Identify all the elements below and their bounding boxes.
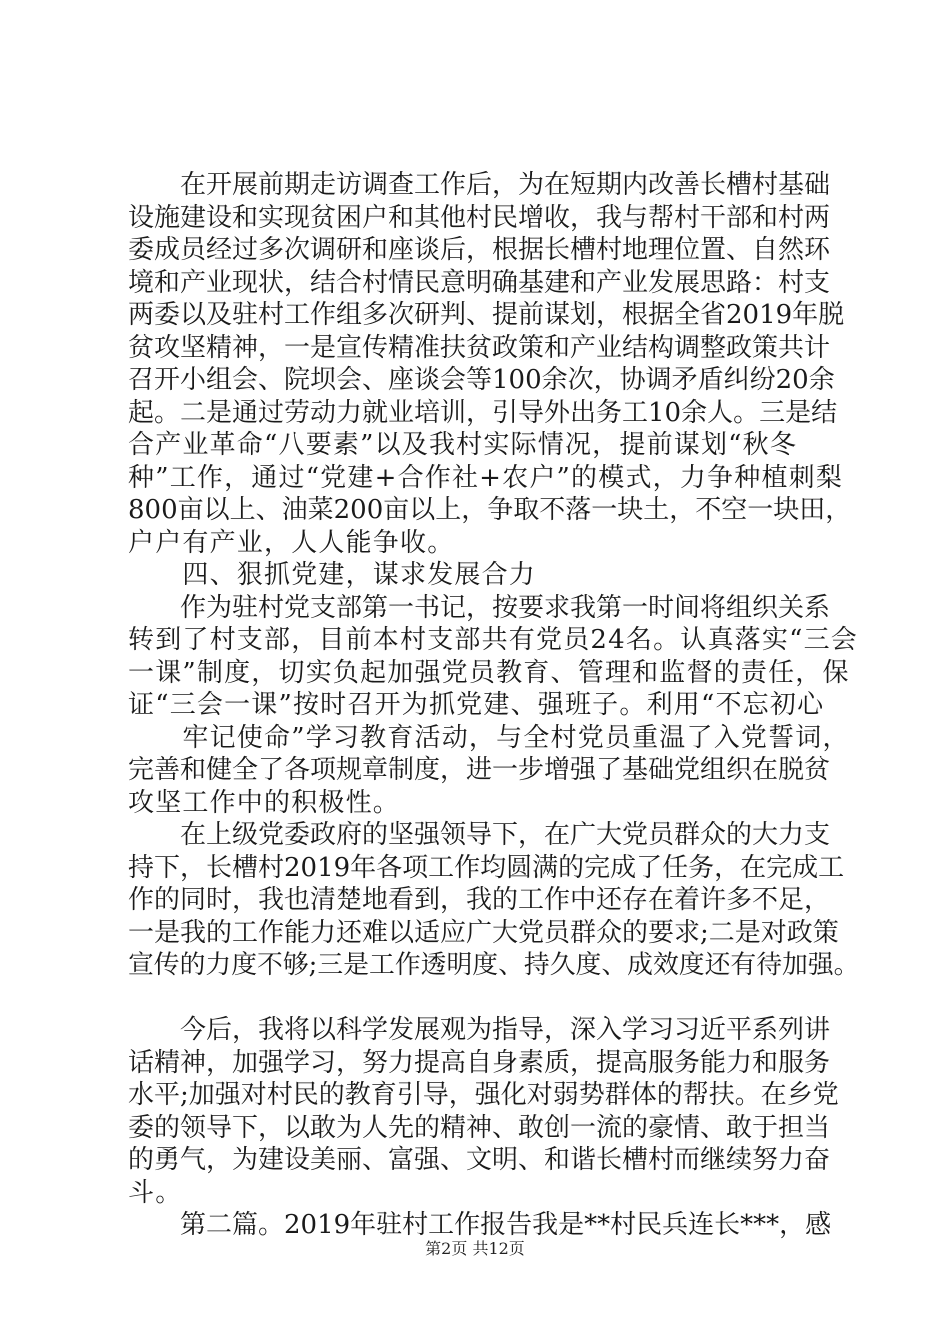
text-line: 800亩以上、油菜200亩以上，争取不落一块土，不空一块田， — [128, 495, 852, 525]
section-heading: 四、狠抓党建，谋求发展合力 — [128, 560, 537, 590]
document-body — [128, 169, 860, 1242]
text-line: 斗。 — [128, 1177, 183, 1208]
text-line: 召开小组会、院坝会、座谈会等100余次，协调矛盾纠纷20余 — [128, 365, 835, 395]
text-line: 委的领导下，以敢为人先的精神、敢创一流的豪情、敢于担当 — [128, 1112, 831, 1143]
text-line: 一是我的工作能力还难以适应广大党员群众的要求;二是对政策 — [128, 917, 839, 948]
text-line: 的勇气，为建设美丽、富强、文明、和谐长槽村而继续努力奋 — [128, 1145, 831, 1175]
text-line: 一课”制度，切实负起加强党员教育、管理和监督的责任，保 — [128, 657, 850, 688]
text-line: 第二篇。2019年驻村工作报告我是**村民兵连长***，感 — [128, 1210, 832, 1240]
text-line: 户户有产业，人人能争收。 — [128, 527, 455, 558]
text-line: 起。二是通过劳动力就业培训，引导外出务工10余人。三是结 — [128, 397, 838, 428]
text-line: 持下，长槽村2019年各项工作均圆满的完成了任务，在完成工 — [128, 852, 845, 883]
text-line: 在上级党委政府的坚强领导下，在广大党员群众的大力支 — [128, 820, 831, 850]
text-line: 转到了村支部，目前本村支部共有党员24名。认真落实“三会 — [128, 625, 858, 655]
text-line: 水平;加强对村民的教育引导，强化对弱势群体的帮扶。在乡党 — [128, 1080, 839, 1110]
text-line: 完善和健全了各项规章制度，进一步增强了基础党组织在脱贫 — [128, 755, 831, 785]
text-line: 委成员经过多次调研和座谈后，根据长槽村地理位置、自然环 — [128, 235, 831, 265]
text-line: 种”工作，通过“党建+合作社+农户”的模式，力争种植刺梨 — [128, 462, 844, 493]
text-line: 今后，我将以科学发展观为指导，深入学习习近平系列讲 — [128, 1015, 831, 1045]
text-line: 合产业革命“八要素”以及我村实际情况，提前谋划“秋冬 — [128, 430, 798, 460]
text-line: 两委以及驻村工作组多次研判、提前谋划，根据全省2019年脱 — [128, 300, 845, 330]
text-line: 攻坚工作中的积极性。 — [128, 787, 401, 818]
page-number-footer: 第2页 共12页 — [425, 1239, 525, 1258]
blank-line — [128, 982, 860, 1015]
text-line: 宣传的力度不够;三是工作透明度、持久度、成效度还有待加强。 — [128, 950, 860, 980]
text-line: 作为驻村党支部第一书记，按要求我第一时间将组织关系 — [128, 592, 831, 623]
text-line: 牢记使命”学习教育活动，与全村党员重温了入党誓词， — [128, 722, 850, 753]
text-line: 在开展前期走访调查工作后，为在短期内改善长槽村基础 — [128, 170, 831, 200]
text-line: 境和产业现状，结合村情民意明确基建和产业发展思路：村支 — [128, 267, 831, 298]
text-line: 贫攻坚精神，一是宣传精准扶贫政策和产业结构调整政策共计 — [128, 332, 831, 363]
text-line: 话精神，加强学习，努力提高自身素质，提高服务能力和服务 — [128, 1047, 831, 1078]
text-line: 作的同时，我也清楚地看到，我的工作中还存在着许多不足， — [128, 885, 831, 915]
text-line: 设施建设和实现贫困户和其他村民增收，我与帮村干部和村两 — [128, 202, 831, 233]
text-line: 证“三会一课”按时召开为抓党建、强班子。利用“不忘初心 — [128, 690, 825, 720]
